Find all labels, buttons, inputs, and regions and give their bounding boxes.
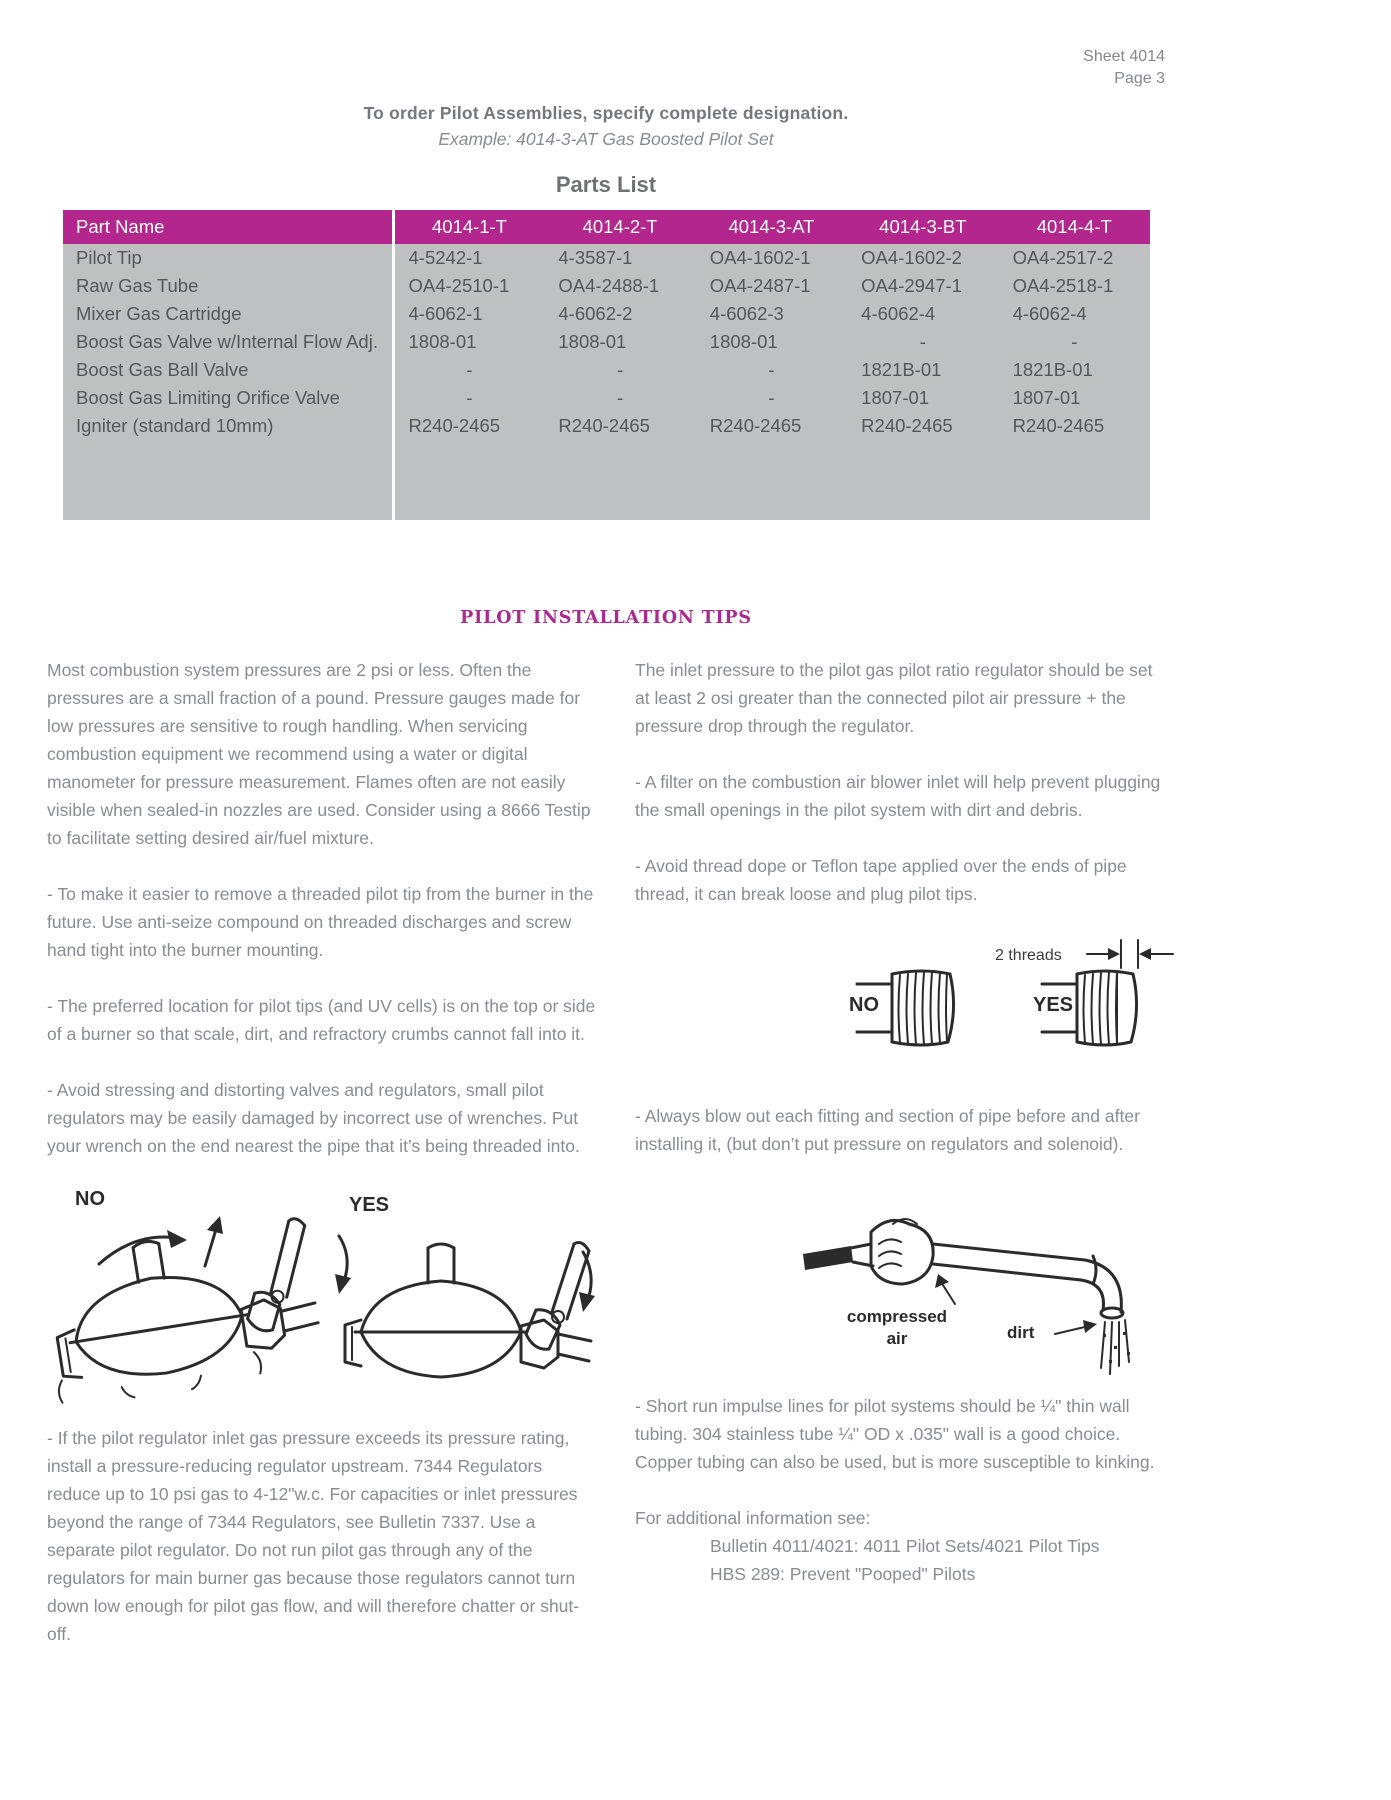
column-header-4014-2-t: 4014-2-T bbox=[544, 210, 695, 244]
part-value-cell: OA4-1602-2 bbox=[861, 247, 962, 268]
part-value-cell: 1821B-01 bbox=[861, 359, 942, 380]
part-value-cell: OA4-2518-1 bbox=[1012, 275, 1114, 296]
part-value-cell: R240-2465 bbox=[408, 415, 501, 436]
tips-left-column bbox=[47, 656, 599, 1676]
table-row bbox=[63, 412, 1150, 440]
table-row bbox=[63, 272, 1150, 300]
part-value-cell: OA4-2517-2 bbox=[1012, 247, 1114, 268]
parts-table bbox=[63, 210, 1150, 520]
part-value-cell: 4-6062-2 bbox=[558, 303, 633, 324]
part-value-cell: 1807-01 bbox=[861, 387, 930, 408]
header-row bbox=[63, 210, 1150, 244]
part-value-cell: 1808-01 bbox=[408, 331, 477, 352]
part-value-cell: OA4-2510-1 bbox=[408, 275, 510, 296]
tip-paragraph: Most combustion system pressures are 2 psi or less. Often the pressures are a small fraction of a pound. Pressure gauges made for low pressures are sensitive to rough handling. When servicing combustion equipment we recommend using a water or digital manometer for pressure measurement. Flames often are not easily visible when sealed-in nozzles are used. Consider using a 8666 Testip to facilitate setting desired air/fuel mixture. bbox=[47, 660, 591, 848]
compressed-label-line: compressed bbox=[846, 1307, 948, 1326]
sheet-info bbox=[1083, 46, 1165, 90]
order-instruction: To order Pilot Assemblies, specify complete designation. bbox=[363, 103, 849, 123]
filler-cell bbox=[63, 440, 393, 520]
parts-table-header bbox=[63, 210, 1150, 244]
part-value-cell: OA4-2487-1 bbox=[709, 275, 811, 296]
part-name-cell: Mixer Gas Cartridge bbox=[63, 300, 393, 328]
part-value-cell: 4-6062-3 bbox=[709, 303, 784, 324]
parts-table-container bbox=[63, 210, 1150, 520]
compressed-air-label bbox=[827, 1306, 967, 1350]
column-header-4014-3-bt: 4014-3-BT bbox=[847, 210, 998, 244]
air-label-line: air bbox=[886, 1329, 908, 1348]
part-value-cell: R240-2465 bbox=[709, 415, 802, 436]
tip-paragraph: The inlet pressure to the pilot gas pilot ratio regulator should be set at least 2 osi greater than the connected pilot air pressure + the pressure drop through the regulator. bbox=[635, 660, 1153, 736]
tip-paragraph: - Avoid stressing and distorting valves and regulators, small pilot regulators may be easily damaged by incorrect use of wrenches. Put your wrench on the end nearest the pipe that it’s being threaded into. bbox=[47, 1080, 580, 1156]
additional-info bbox=[635, 1504, 1165, 1588]
part-value-cell: 1821B-01 bbox=[1012, 359, 1093, 380]
tip-paragraph: - Short run impulse lines for pilot systems should be ¼" thin wall tubing. 304 stainless tube ¼" OD x .035" wall is a good choice. Copper tubing can also be used, but is more susceptible to kinking. bbox=[635, 1396, 1155, 1472]
table-filler-row bbox=[63, 440, 1150, 520]
tips-title: PILOT INSTALLATION TIPS bbox=[460, 608, 752, 628]
order-note bbox=[47, 103, 1165, 150]
part-name-cell: Pilot Tip bbox=[63, 244, 393, 272]
part-value-cell: 4-3587-1 bbox=[558, 247, 633, 268]
table-row bbox=[63, 300, 1150, 328]
parts-list-title: Parts List bbox=[555, 172, 657, 197]
additional-info-line: HBS 289: Prevent "Pooped" Pilots bbox=[710, 1564, 976, 1584]
table-row bbox=[63, 356, 1150, 384]
part-value-cell: - bbox=[466, 359, 473, 380]
part-value-cell: R240-2465 bbox=[558, 415, 650, 436]
part-value-cell: 1807-01 bbox=[1012, 387, 1081, 408]
tip-paragraph: - To make it easier to remove a threaded pilot tip from the burner in the future. Use anti-seize compound on threaded discharges and screw hand tight into the burner mounting. bbox=[47, 884, 594, 960]
additional-info-intro: For additional information see: bbox=[635, 1508, 871, 1528]
part-value-cell: R240-2465 bbox=[1012, 415, 1105, 436]
tips-right-column bbox=[635, 656, 1165, 1676]
yes-label: YES bbox=[349, 1194, 390, 1216]
part-value-cell: OA4-2947-1 bbox=[861, 275, 962, 296]
part-name-cell: Igniter (standard 10mm) bbox=[63, 412, 393, 440]
column-header-4014-3-at: 4014-3-AT bbox=[696, 210, 847, 244]
part-value-cell: - bbox=[768, 359, 775, 380]
part-value-cell: - bbox=[617, 359, 624, 380]
part-name-cell: Boost Gas Valve w/Internal Flow Adj. bbox=[63, 328, 393, 356]
threads-annotation: 2 threads bbox=[995, 947, 1062, 964]
part-value-cell: 4-6062-4 bbox=[1012, 303, 1087, 324]
part-value-cell: - bbox=[617, 387, 624, 408]
no-label: NO bbox=[75, 1188, 105, 1210]
part-value-cell: 1808-01 bbox=[558, 331, 627, 352]
part-value-cell: - bbox=[768, 387, 775, 408]
part-name-cell: Boost Gas Limiting Orifice Valve bbox=[63, 384, 393, 412]
part-value-cell: - bbox=[466, 387, 473, 408]
part-value-cell: 4-6062-4 bbox=[861, 303, 936, 324]
tip-paragraph: - Avoid thread dope or Teflon tape applied over the ends of pipe thread, it can break loose and plug pilot tips. bbox=[635, 856, 1127, 904]
tip-paragraph: - The preferred location for pilot tips (and UV cells) is on the top or side of a burner so that scale, dirt, and refractory crumbs cannot fall into it. bbox=[47, 996, 596, 1044]
table-row bbox=[63, 328, 1150, 356]
blowout-illustration bbox=[793, 1186, 1173, 1378]
part-value-cell: R240-2465 bbox=[861, 415, 953, 436]
table-row bbox=[63, 384, 1150, 412]
page-number: Page 3 bbox=[1114, 70, 1165, 87]
part-value-cell: OA4-1602-1 bbox=[709, 247, 811, 268]
part-value-cell: 1808-01 bbox=[709, 331, 778, 352]
part-value-cell: OA4-2488-1 bbox=[558, 275, 660, 296]
column-header-part-name: Part Name bbox=[63, 210, 393, 244]
order-example: Example: 4014-3-AT Gas Boosted Pilot Set bbox=[438, 129, 774, 149]
parts-table-body bbox=[63, 244, 1150, 520]
no-label: NO bbox=[849, 994, 879, 1016]
pipe-threads-illustration bbox=[847, 936, 1197, 1076]
column-header-4014-1-t: 4014-1-T bbox=[393, 210, 544, 244]
part-value-cell: 4-5242-1 bbox=[408, 247, 483, 268]
regulator-wrench-drawing bbox=[47, 1188, 607, 1408]
yes-label: YES bbox=[1033, 994, 1074, 1016]
part-name-cell: Boost Gas Ball Valve bbox=[63, 356, 393, 384]
sheet-number: Sheet 4014 bbox=[1083, 48, 1165, 65]
tip-paragraph: - If the pilot regulator inlet gas pressure exceeds its pressure rating, install a pressure-reducing regulator upstream. 7344 Regulators reduce up to 10 psi gas to 4-12"w.c. For capacities or inlet pressures beyond the range of 7344 Regulators, see Bulletin 7337. Use a separate pilot regulator. Do not run pilot gas through any of the regulators for main burner gas because those regulators cannot turn down low enough for pilot gas flow, and will therefore chatter or shut-off. bbox=[47, 1428, 580, 1644]
dirt-label: dirt bbox=[1007, 1323, 1035, 1342]
wrench-regulator-illustration bbox=[47, 1188, 607, 1408]
part-value-cell: - bbox=[919, 331, 926, 352]
part-value-cell: - bbox=[1071, 331, 1078, 352]
table-row bbox=[63, 244, 1150, 272]
tips-columns bbox=[47, 656, 1165, 1676]
part-value-cell: 4-6062-1 bbox=[408, 303, 483, 324]
part-name-cell: Raw Gas Tube bbox=[63, 272, 393, 300]
filler-cell bbox=[393, 440, 1150, 520]
additional-info-line: Bulletin 4011/4021: 4011 Pilot Sets/4021 Pilot Tips bbox=[710, 1536, 1100, 1556]
tip-paragraph: - A filter on the combustion air blower inlet will help prevent plugging the small openings in the pilot system with dirt and debris. bbox=[635, 772, 1161, 820]
column-header-4014-4-t: 4014-4-T bbox=[999, 210, 1150, 244]
tip-paragraph: - Always blow out each fitting and section of pipe before and after installing it, (but don’t put pressure on regulators and solenoid). bbox=[635, 1106, 1140, 1154]
